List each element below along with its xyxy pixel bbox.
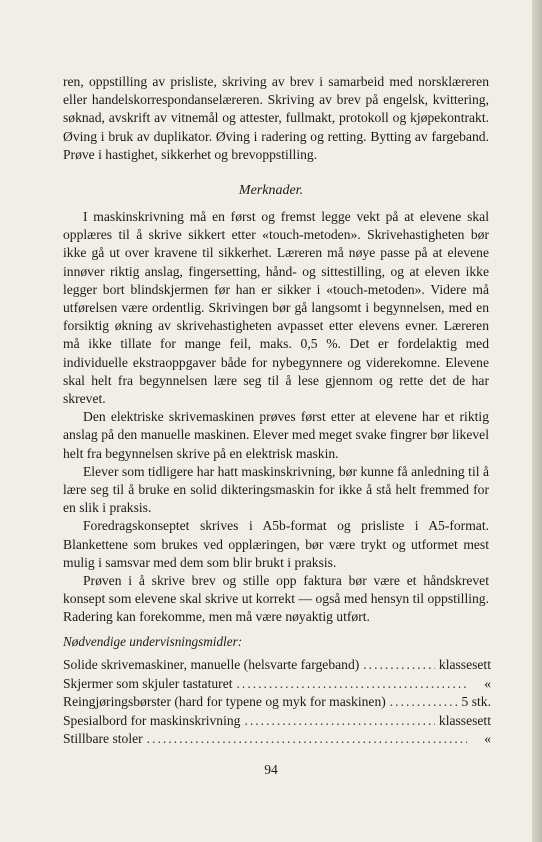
paragraph-touch-method: I maskinskrivning må en først og fremst legge vekt på at elevene skal opplæres til å skrive sikkert etter «touch-metoden». Skrivehastigheten bør ikke gå ut over kravene til sikkerhet. Læreren må nøye passe på at elevene innøver riktig anslag, fingersetting, hånd- og sittestilling, og at eleven ikke legger bort blindskjermen før han er sikker i «touch-metoden». Videre må utførelsen være ordentlig. Skrivingen bør gå langsomt i begynnelsen, med en forsiktig økning av skrivehastigheten avpasset etter elevens evner. Læreren må ikke tillate for mange feil, maks. 0,5 %. Det er fordelaktig med individuelle ekstraoppgaver både for nybegynnere og viderekomne. Elevene skal helt fra begynnelsen lære seg til å lese gjennom og rette det de har skrevet. [63, 209, 489, 407]
leader-dots [237, 675, 467, 694]
materials-heading: Nødvendige undervisningsmidler: [63, 634, 243, 649]
material-quantity: « [484, 731, 491, 747]
page-number: 94 [264, 762, 278, 777]
materials-list-item [63, 693, 491, 712]
material-name: Stillbare stoler [63, 731, 143, 747]
materials-list-item [63, 656, 491, 675]
materials-list [63, 656, 491, 749]
leader-dots [390, 693, 458, 712]
material-quantity: klassesett [438, 657, 491, 672]
leader-dots [363, 656, 435, 675]
material-quantity: 5 stk. [461, 694, 491, 710]
leader-dots [244, 712, 434, 731]
material-name: Spesialbord for maskinskrivning [63, 712, 241, 728]
materials-list-item [63, 712, 491, 731]
material-quantity: « [484, 675, 491, 691]
paragraph-formats: Foredragskonseptet skrives i A5b-format og prisliste i A5-format. Blankettene som brukes ved opplæringen, bør være trykt og utformet mest mulig i samsvar med dem som blir brukt i praksis. [63, 518, 489, 570]
materials-list-item [63, 730, 491, 749]
material-quantity: klassesett [438, 712, 491, 728]
material-name: Solide skrivemaskiner, manuelle (helsvarte fargeband) [63, 657, 360, 672]
page-edge-shadow [532, 0, 542, 842]
section-heading: Merknader. [238, 183, 304, 198]
body-text-block [63, 208, 489, 627]
paragraph-dictation-machine: Elever som tidligere har hatt maskinskrivning, bør kunne få anledning til å lære seg til å bruke en solid dikteringsmaskin for ikke å stå helt fremmed for en slik i praksis. [63, 463, 489, 516]
intro-paragraph-block [63, 73, 489, 164]
paragraph-test: Prøven i å skrive brev og stille opp faktura bør være et håndskrevet konsept som elevene skal skrive ut korrekt — også med hensyn til oppstilling. Radering kan forekomme, men må være nøyaktig utført. [63, 573, 489, 625]
leader-dots [147, 730, 467, 749]
paragraph-electric-typewriter: Den elektriske skrivemaskinen prøves først etter at elevene har et riktig anslag på den manuelle maskinen. Elever med meget svake fingrer bør likevel helt fra begynnelsen skrive på en elektrisk maskin. [63, 409, 489, 461]
material-name: Reingjøringsbørster (hard for typene og myk for maskinen) [63, 694, 386, 710]
material-name: Skjermer som skjuler tastaturet [63, 675, 233, 691]
intro-paragraph: ren, oppstilling av prisliste, skriving av brev i samarbeid med norsklæreren eller handelskorrespondanselæreren. Skriving av brev på engelsk, kvittering, søknad, avskrift av vitnemål og attester, fullmakt, protokoll og kjøpekontrakt. Øving i bruk av duplikator. Øving i radering og retting. Bytting av fargeband. Prøve i hastighet, sikkerhet og brevoppstilling. [63, 74, 489, 162]
materials-list-item [63, 675, 491, 694]
